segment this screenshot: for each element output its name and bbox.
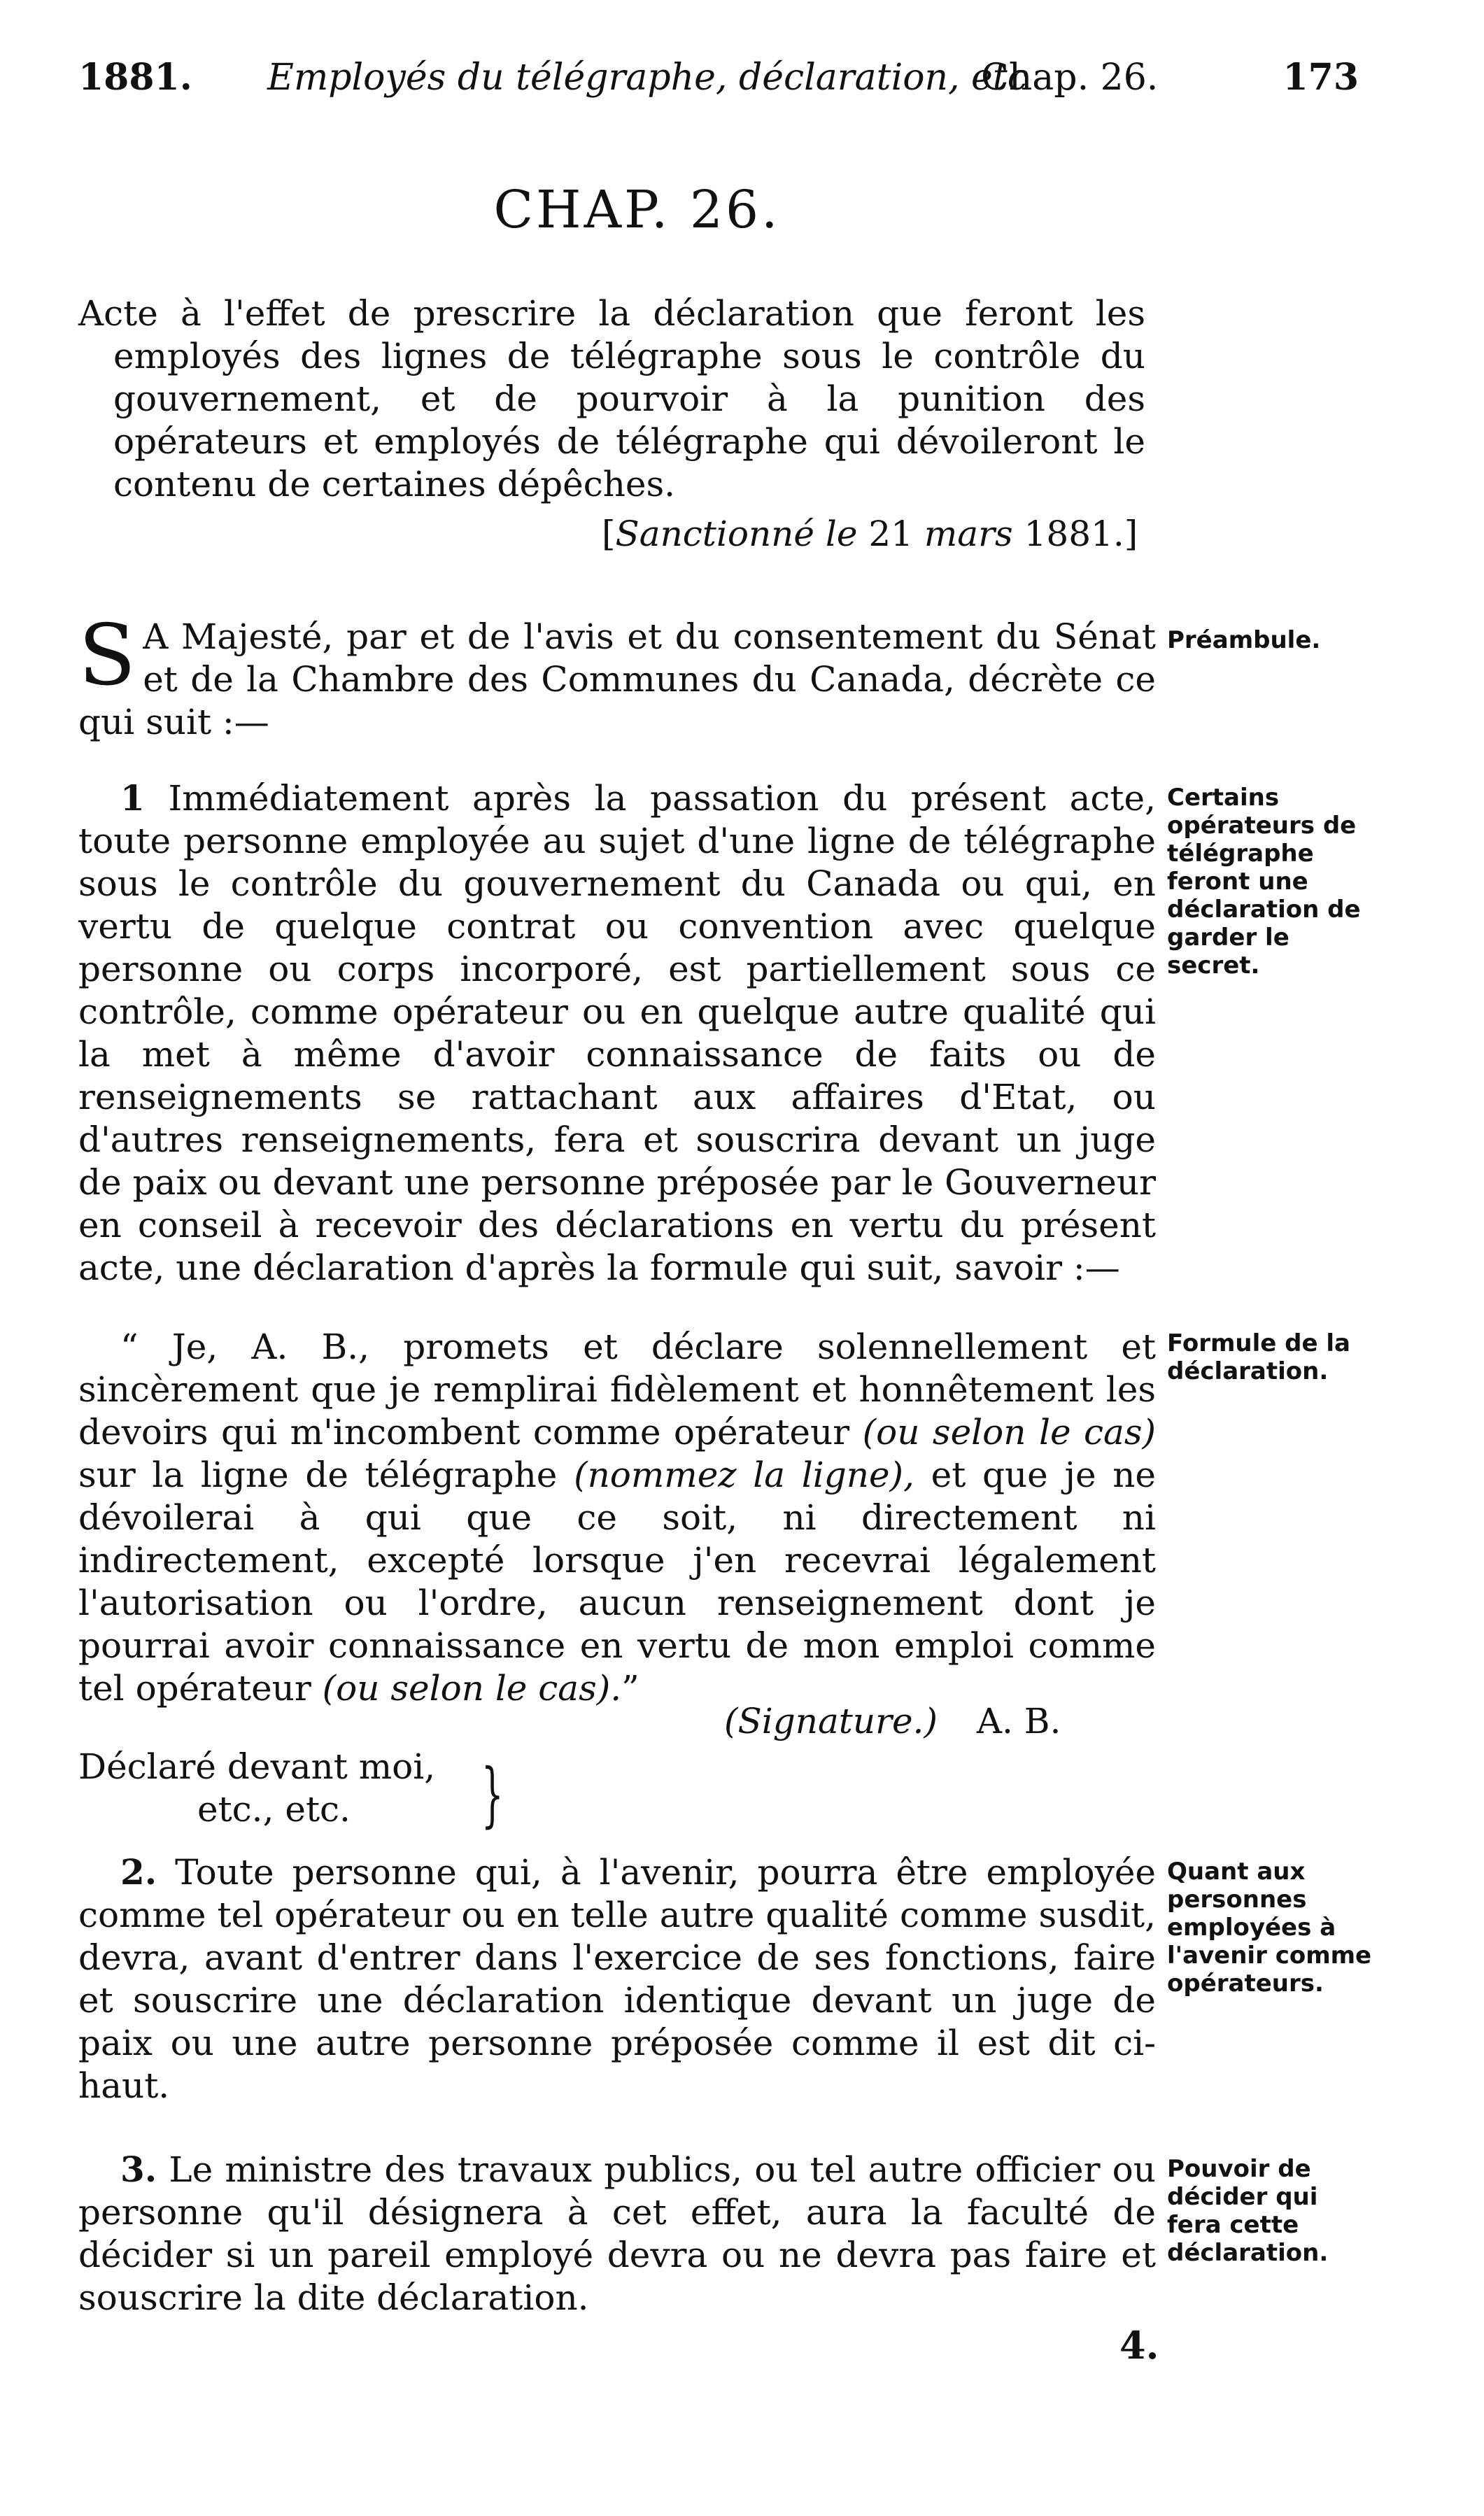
- preamble: [78, 607, 1156, 744]
- long-title: [78, 292, 1145, 506]
- page-number: 173: [1282, 56, 1359, 99]
- form-close-quote: ”: [621, 1668, 639, 1709]
- running-head: [78, 46, 1359, 109]
- declared-line-1: Déclaré devant moi,: [78, 1746, 436, 1787]
- margin-note-preamble: Préambule.: [1167, 626, 1321, 654]
- running-head-chapter: Chap. 26.: [981, 57, 1159, 99]
- form-italic-b: (nommez la ligne),: [574, 1455, 914, 1495]
- form-italic-c: (ou selon le cas).: [322, 1668, 622, 1709]
- margin-note-form: Formule de la déclaration.: [1167, 1329, 1350, 1385]
- running-head-year: 1881.: [78, 56, 192, 99]
- declaration-form: [78, 1326, 1156, 1710]
- section-2-text: Toute personne qui, à l'avenir, pourra être employée comme tel opérateur ou en telle autre qualité comme susdit, devra, avant d'entrer dans l'exercice de ses fonctions, faire et souscrire une déclaration identique devant un juge de paix ou une autre personne préposée comme il est dit ci-haut.: [78, 1852, 1156, 2106]
- declared-before: [78, 1746, 568, 1835]
- chapter-heading-text: CHAP. 26.: [493, 180, 781, 240]
- form-italic-a: (ou selon le cas): [862, 1412, 1156, 1453]
- declared-line-2: etc., etc.: [197, 1789, 351, 1830]
- margin-note-section-2: Quant aux personnes employées à l'avenir comme opérateurs.: [1167, 1858, 1372, 1998]
- form-text-c: et que je ne dévoilerai à qui que ce soit, ni directement ni indirectement, excepté lorsque j'en recevrai légalement l'autorisation ou l'ordre, aucun renseignement dont je pourrai avoir connaissance en vertu de mon emploi comme tel opérateur: [78, 1455, 1156, 1709]
- section-1-number: 1: [120, 777, 145, 819]
- preamble-dropcap: S: [78, 607, 136, 705]
- section-3: [78, 2148, 1156, 2319]
- declared-brace: }: [481, 1753, 504, 1835]
- assent-year: 1881.: [1024, 514, 1124, 554]
- form-text-a: “ Je, A. B., promets et déclare solennellement et sincèrement que je remplirai fidèlement et honnêtement les devoirs qui m'incombent comme opérateur: [78, 1327, 1156, 1453]
- assent-open-bracket: [: [602, 514, 616, 554]
- assent-close-bracket: ]: [1124, 514, 1138, 554]
- signature-label: (Signature.): [724, 1701, 938, 1741]
- catchword: 4.: [1119, 2323, 1159, 2368]
- section-2-number: 2.: [120, 1851, 157, 1893]
- section-1: [78, 777, 1156, 1289]
- section-3-number: 3.: [120, 2149, 157, 2190]
- margin-note-section-3: Pouvoir de décider qui fera cette déclaration.: [1167, 2155, 1329, 2267]
- assent-month: mars: [924, 514, 1013, 554]
- assent-text: Sanctionné le: [615, 514, 858, 554]
- preamble-text: A Majesté, par et de l'avis et du consentement du Sénat et de la Chambre des Communes du Canada, décrète ce qui suit :—: [78, 616, 1156, 742]
- assent-line: [602, 511, 1161, 557]
- chapter-heading: [0, 171, 1484, 248]
- signature-line: [724, 1700, 1214, 1743]
- running-head-title: Employés du télégraphe, déclaration, etc: [267, 57, 1028, 99]
- margin-note-section-1: Certains opérateurs de télégraphe feront une déclaration de garder le secret.: [1167, 784, 1361, 980]
- signature-name: A. B.: [976, 1701, 1061, 1741]
- assent-date: 21: [868, 514, 913, 554]
- section-3-text: Le ministre des travaux publics, ou tel autre officier ou personne qu'il désignera à cet effet, aura la faculté de décider si un pareil employé devra ou ne devra pas faire et souscrire la dite déclaration.: [78, 2149, 1156, 2318]
- section-1-text: Immédiatement après la passation du présent acte, toute personne employée au sujet d'une ligne de télégraphe sous le contrôle du gouvernement du Canada ou qui, en vertu de quelque contrat ou convention avec quelque personne ou corps incorporé, est partiellement sous ce contrôle, comme opérateur ou en quelque autre qualité qui la met à même d'avoir connaissance de faits ou de renseignements se rattachant aux affaires d'Etat, ou d'autres renseignements, fera et souscrira devant un juge de paix ou devant une personne préposée par le Gouverneur en conseil à recevoir des déclarations en vertu du présent acte, une déclaration d'après la formule qui suit, savoir :—: [78, 778, 1156, 1288]
- section-2: [78, 1851, 1156, 2107]
- form-text-b: sur la ligne de télégraphe: [78, 1455, 558, 1495]
- long-title-text: Acte à l'effet de prescrire la déclaration que feront les employés des lignes de télégraphe sous le contrôle du gouvernement, et de pourvoir à la punition des opérateurs et employés de télégraphe qui dévoileront le contenu de certaines dépêches.: [78, 293, 1145, 504]
